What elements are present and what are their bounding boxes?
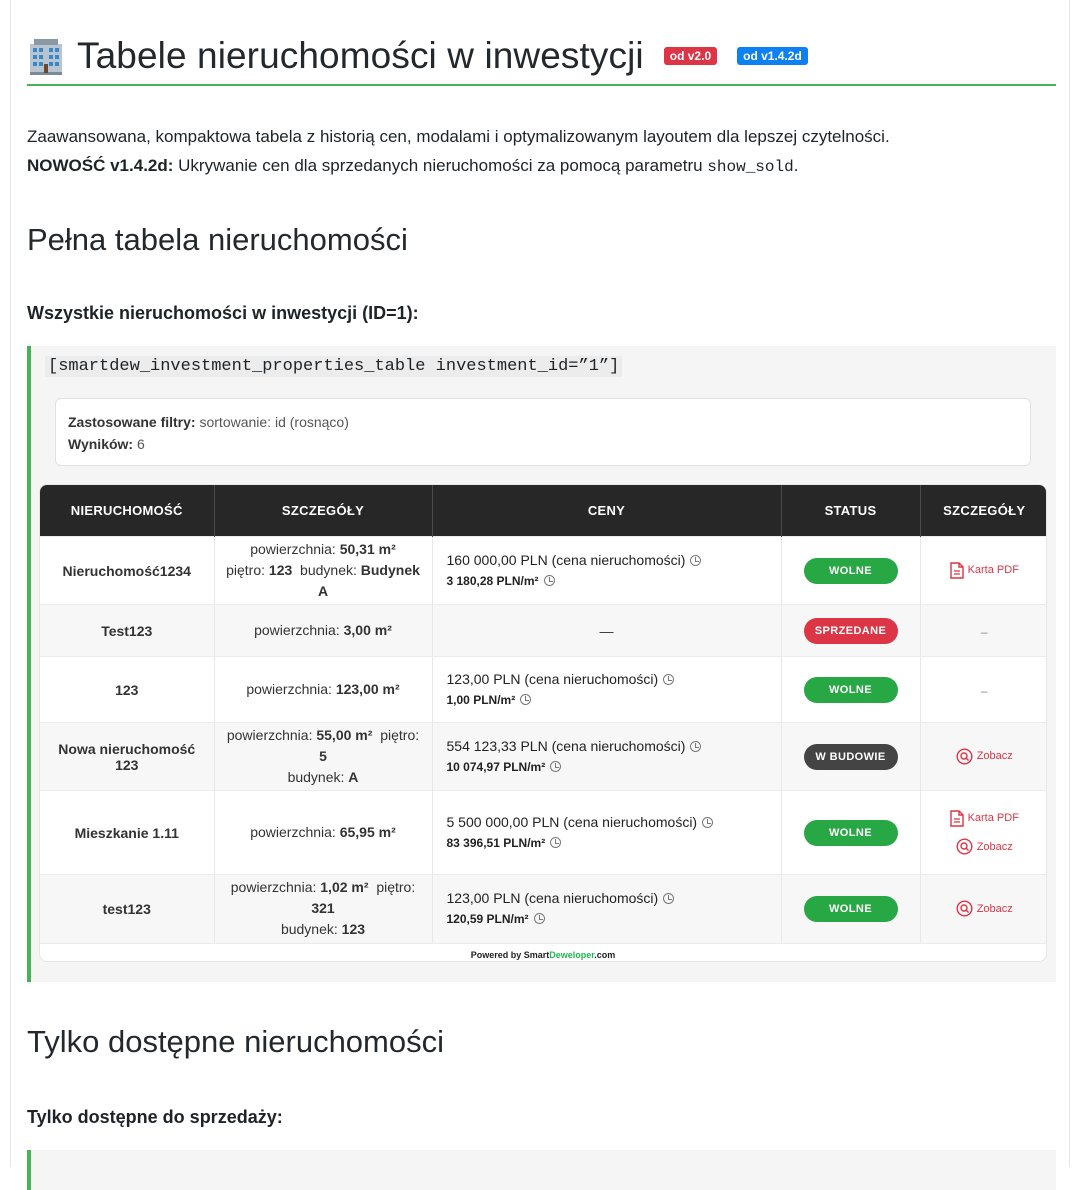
floor-value: 5 bbox=[319, 748, 327, 764]
floor-value: 123 bbox=[268, 562, 293, 578]
pdf-file-icon bbox=[950, 562, 964, 579]
section-title-available: Tylko dostępne nieruchomości bbox=[27, 1024, 445, 1059]
status-badge: SPRZEDANE bbox=[804, 618, 898, 644]
price-value: 5 500 000,00 PLN (cena nieruchomości) bbox=[446, 813, 698, 830]
view-link-label: Zobacz bbox=[976, 902, 1013, 915]
price-per-m2: 10 074,97 PLN/m² bbox=[446, 759, 546, 774]
section-subtitle-available: Tylko dostępne do sprzedaży: bbox=[27, 1107, 283, 1127]
property-details bbox=[214, 723, 432, 791]
area-label: powierzchnia: bbox=[250, 541, 336, 557]
property-status bbox=[781, 875, 920, 943]
clock-icon[interactable] bbox=[534, 913, 545, 924]
property-links bbox=[920, 875, 1047, 943]
property-links bbox=[920, 605, 1047, 657]
column-header-details[interactable]: SZCZEGÓŁY bbox=[214, 485, 432, 537]
area-label: powierzchnia: bbox=[250, 824, 336, 840]
param-code: show_sold bbox=[707, 158, 794, 176]
price-per-m2: 1,00 PLN/m² bbox=[446, 692, 516, 707]
price-per-m2: 83 396,51 PLN/m² bbox=[446, 835, 546, 850]
table-row bbox=[40, 791, 1047, 875]
column-header-status[interactable]: STATUS bbox=[781, 485, 920, 537]
search-circle-icon bbox=[956, 838, 973, 855]
property-name: Mieszkanie 1.11 bbox=[40, 791, 214, 875]
building-value: 123 bbox=[341, 921, 366, 938]
powered-prefix: Powered by bbox=[470, 949, 524, 960]
table-row bbox=[40, 537, 1047, 605]
intro-line-1: Zaawansowana, kompaktowa tabela z historią cen, modalami i optymalizowanym layoutem dla lepszej czytelności. bbox=[27, 127, 890, 146]
no-links-dash: – bbox=[980, 624, 988, 639]
filters-label: Zastosowane filtry: bbox=[68, 414, 196, 430]
property-details bbox=[214, 875, 432, 943]
property-name-line-1: Nowa nieruchomość bbox=[58, 740, 196, 757]
unit-m2: m² bbox=[378, 824, 396, 840]
building-value: A bbox=[348, 769, 359, 785]
version-badge-v2: od v2.0 bbox=[664, 47, 717, 65]
column-header-links: SZCZEGÓŁY bbox=[920, 485, 1047, 537]
status-badge: WOLNE bbox=[804, 677, 898, 703]
clock-icon[interactable] bbox=[520, 694, 531, 705]
pdf-link-label: Karta PDF bbox=[967, 812, 1019, 824]
clock-icon[interactable] bbox=[663, 674, 674, 685]
area-value: 3,00 bbox=[343, 622, 371, 638]
property-status bbox=[781, 791, 920, 875]
property-links bbox=[920, 791, 1047, 875]
section-subtitle-all-properties: Wszystkie nieruchomości w inwestycji (ID=1): bbox=[27, 303, 419, 323]
price-value: 123,00 PLN (cena nieruchomości) bbox=[446, 889, 659, 906]
area-label: powierzchnia: bbox=[246, 681, 332, 697]
new-label: NOWOŚĆ v1.4.2d: bbox=[27, 156, 174, 175]
property-details bbox=[214, 791, 432, 875]
table-row bbox=[40, 605, 1047, 657]
building-icon bbox=[27, 36, 65, 76]
property-status bbox=[781, 657, 920, 723]
status-badge: WOLNE bbox=[804, 558, 898, 584]
area-label: powierzchnia: bbox=[226, 727, 313, 743]
building-label: budynek: bbox=[300, 562, 357, 578]
version-badge-v142d: od v1.4.2d bbox=[737, 47, 808, 65]
unit-m2: m² bbox=[355, 727, 373, 743]
property-prices bbox=[432, 791, 781, 875]
area-label: powierzchnia: bbox=[230, 879, 317, 896]
area-value: 65,95 bbox=[339, 824, 375, 840]
search-circle-icon bbox=[956, 900, 973, 917]
table-row bbox=[40, 723, 1047, 791]
powered-suffix: .com bbox=[594, 949, 616, 960]
status-badge: WOLNE bbox=[804, 896, 898, 922]
example-block bbox=[27, 346, 1056, 982]
view-link[interactable] bbox=[956, 745, 1013, 767]
unit-m2: m² bbox=[382, 681, 400, 697]
results-value: 6 bbox=[133, 436, 145, 452]
unit-m2: m² bbox=[351, 879, 369, 896]
clock-icon[interactable] bbox=[690, 741, 701, 752]
shortcode: [smartdew_investment_properties_table investment_id=”1”] bbox=[45, 356, 622, 377]
property-details bbox=[214, 605, 432, 657]
floor-label: piętro: bbox=[226, 562, 266, 578]
status-badge: WOLNE bbox=[804, 820, 898, 846]
intro-line-2 bbox=[27, 151, 1056, 182]
pdf-link-label: Karta PDF bbox=[967, 564, 1019, 577]
column-header-property[interactable]: NIERUCHOMOŚĆ bbox=[40, 485, 214, 537]
clock-icon[interactable] bbox=[663, 893, 674, 904]
pdf-link[interactable] bbox=[950, 807, 1019, 829]
property-name: Nieruchomość1234 bbox=[40, 537, 214, 605]
floor-label: piętro: bbox=[380, 727, 420, 743]
filters-value: sortowanie: id (rosnąco) bbox=[195, 414, 349, 430]
clock-icon[interactable] bbox=[550, 837, 561, 848]
clock-icon[interactable] bbox=[702, 817, 713, 828]
area-label: powierzchnia: bbox=[254, 622, 340, 638]
section-title-full-table: Pełna tabela nieruchomości bbox=[27, 222, 408, 257]
building-label: budynek: bbox=[280, 921, 338, 938]
building-value: Budynek A bbox=[317, 562, 420, 599]
intro-line-2-end: . bbox=[793, 156, 799, 175]
property-prices bbox=[432, 537, 781, 605]
no-links-dash: – bbox=[980, 683, 988, 698]
area-value: 50,31 bbox=[339, 541, 375, 557]
view-link-label: Zobacz bbox=[976, 750, 1013, 763]
property-name-line-2: 123 bbox=[115, 756, 139, 773]
property-links bbox=[920, 657, 1047, 723]
pdf-file-icon bbox=[950, 810, 964, 827]
powered-brand-1[interactable]: Smart bbox=[523, 949, 550, 960]
property-status bbox=[781, 537, 920, 605]
table-row bbox=[40, 875, 1047, 943]
price-per-m2: 3 180,28 PLN/m² bbox=[446, 573, 539, 588]
status-badge: W BUDOWIE bbox=[804, 744, 898, 770]
property-prices bbox=[432, 605, 781, 657]
intro-text bbox=[27, 122, 1056, 182]
view-link-label: Zobacz bbox=[976, 840, 1013, 853]
property-links bbox=[920, 723, 1047, 791]
view-link[interactable] bbox=[956, 898, 1013, 920]
intro-line-2-text: Ukrywanie cen dla sprzedanych nieruchomości za pomocą parametru bbox=[173, 156, 708, 175]
example-block-2 bbox=[27, 1150, 1056, 1190]
page-header bbox=[27, 28, 1056, 86]
property-prices bbox=[432, 875, 781, 943]
table-row bbox=[40, 657, 1047, 723]
applied-filters bbox=[55, 398, 1031, 466]
properties-table bbox=[39, 484, 1047, 962]
price-hidden-dash: — bbox=[599, 622, 614, 639]
table-header-row bbox=[40, 485, 1047, 537]
price-value: 123,00 PLN (cena nieruchomości) bbox=[446, 670, 659, 687]
unit-m2: m² bbox=[374, 622, 392, 638]
pdf-link[interactable] bbox=[950, 559, 1019, 581]
building-label: budynek: bbox=[287, 769, 345, 785]
area-value: 123,00 bbox=[335, 681, 379, 697]
property-name: 123 bbox=[40, 657, 214, 723]
floor-label: piętro: bbox=[376, 879, 416, 896]
property-links bbox=[920, 537, 1047, 605]
property-details bbox=[214, 657, 432, 723]
search-circle-icon bbox=[956, 748, 973, 765]
area-value: 55,00 bbox=[316, 727, 352, 743]
unit-m2: m² bbox=[378, 541, 396, 557]
clock-icon[interactable] bbox=[550, 761, 561, 772]
column-header-prices[interactable]: CENY bbox=[432, 485, 781, 537]
property-status bbox=[781, 723, 920, 791]
property-status bbox=[781, 605, 920, 657]
property-prices bbox=[432, 723, 781, 791]
page bbox=[10, 0, 1070, 1167]
property-details bbox=[214, 537, 432, 605]
view-link[interactable] bbox=[956, 836, 1013, 858]
price-per-m2: 120,59 PLN/m² bbox=[446, 911, 529, 926]
powered-by bbox=[40, 943, 1046, 963]
clock-icon[interactable] bbox=[544, 575, 555, 586]
property-name: Test123 bbox=[40, 605, 214, 657]
results-label: Wyników: bbox=[68, 436, 134, 452]
page-title: Tabele nieruchomości w inwestycji bbox=[77, 35, 644, 76]
area-value: 1,02 bbox=[320, 879, 348, 896]
floor-value: 321 bbox=[311, 900, 335, 917]
property-prices bbox=[432, 657, 781, 723]
price-value: 160 000,00 PLN (cena nieruchomości) bbox=[446, 551, 686, 568]
property-name: test123 bbox=[40, 875, 214, 943]
property-name bbox=[40, 723, 214, 791]
clock-icon[interactable] bbox=[690, 555, 701, 566]
powered-brand-2[interactable]: Deweloper bbox=[549, 949, 595, 960]
price-value: 554 123,33 PLN (cena nieruchomości) bbox=[446, 737, 686, 754]
